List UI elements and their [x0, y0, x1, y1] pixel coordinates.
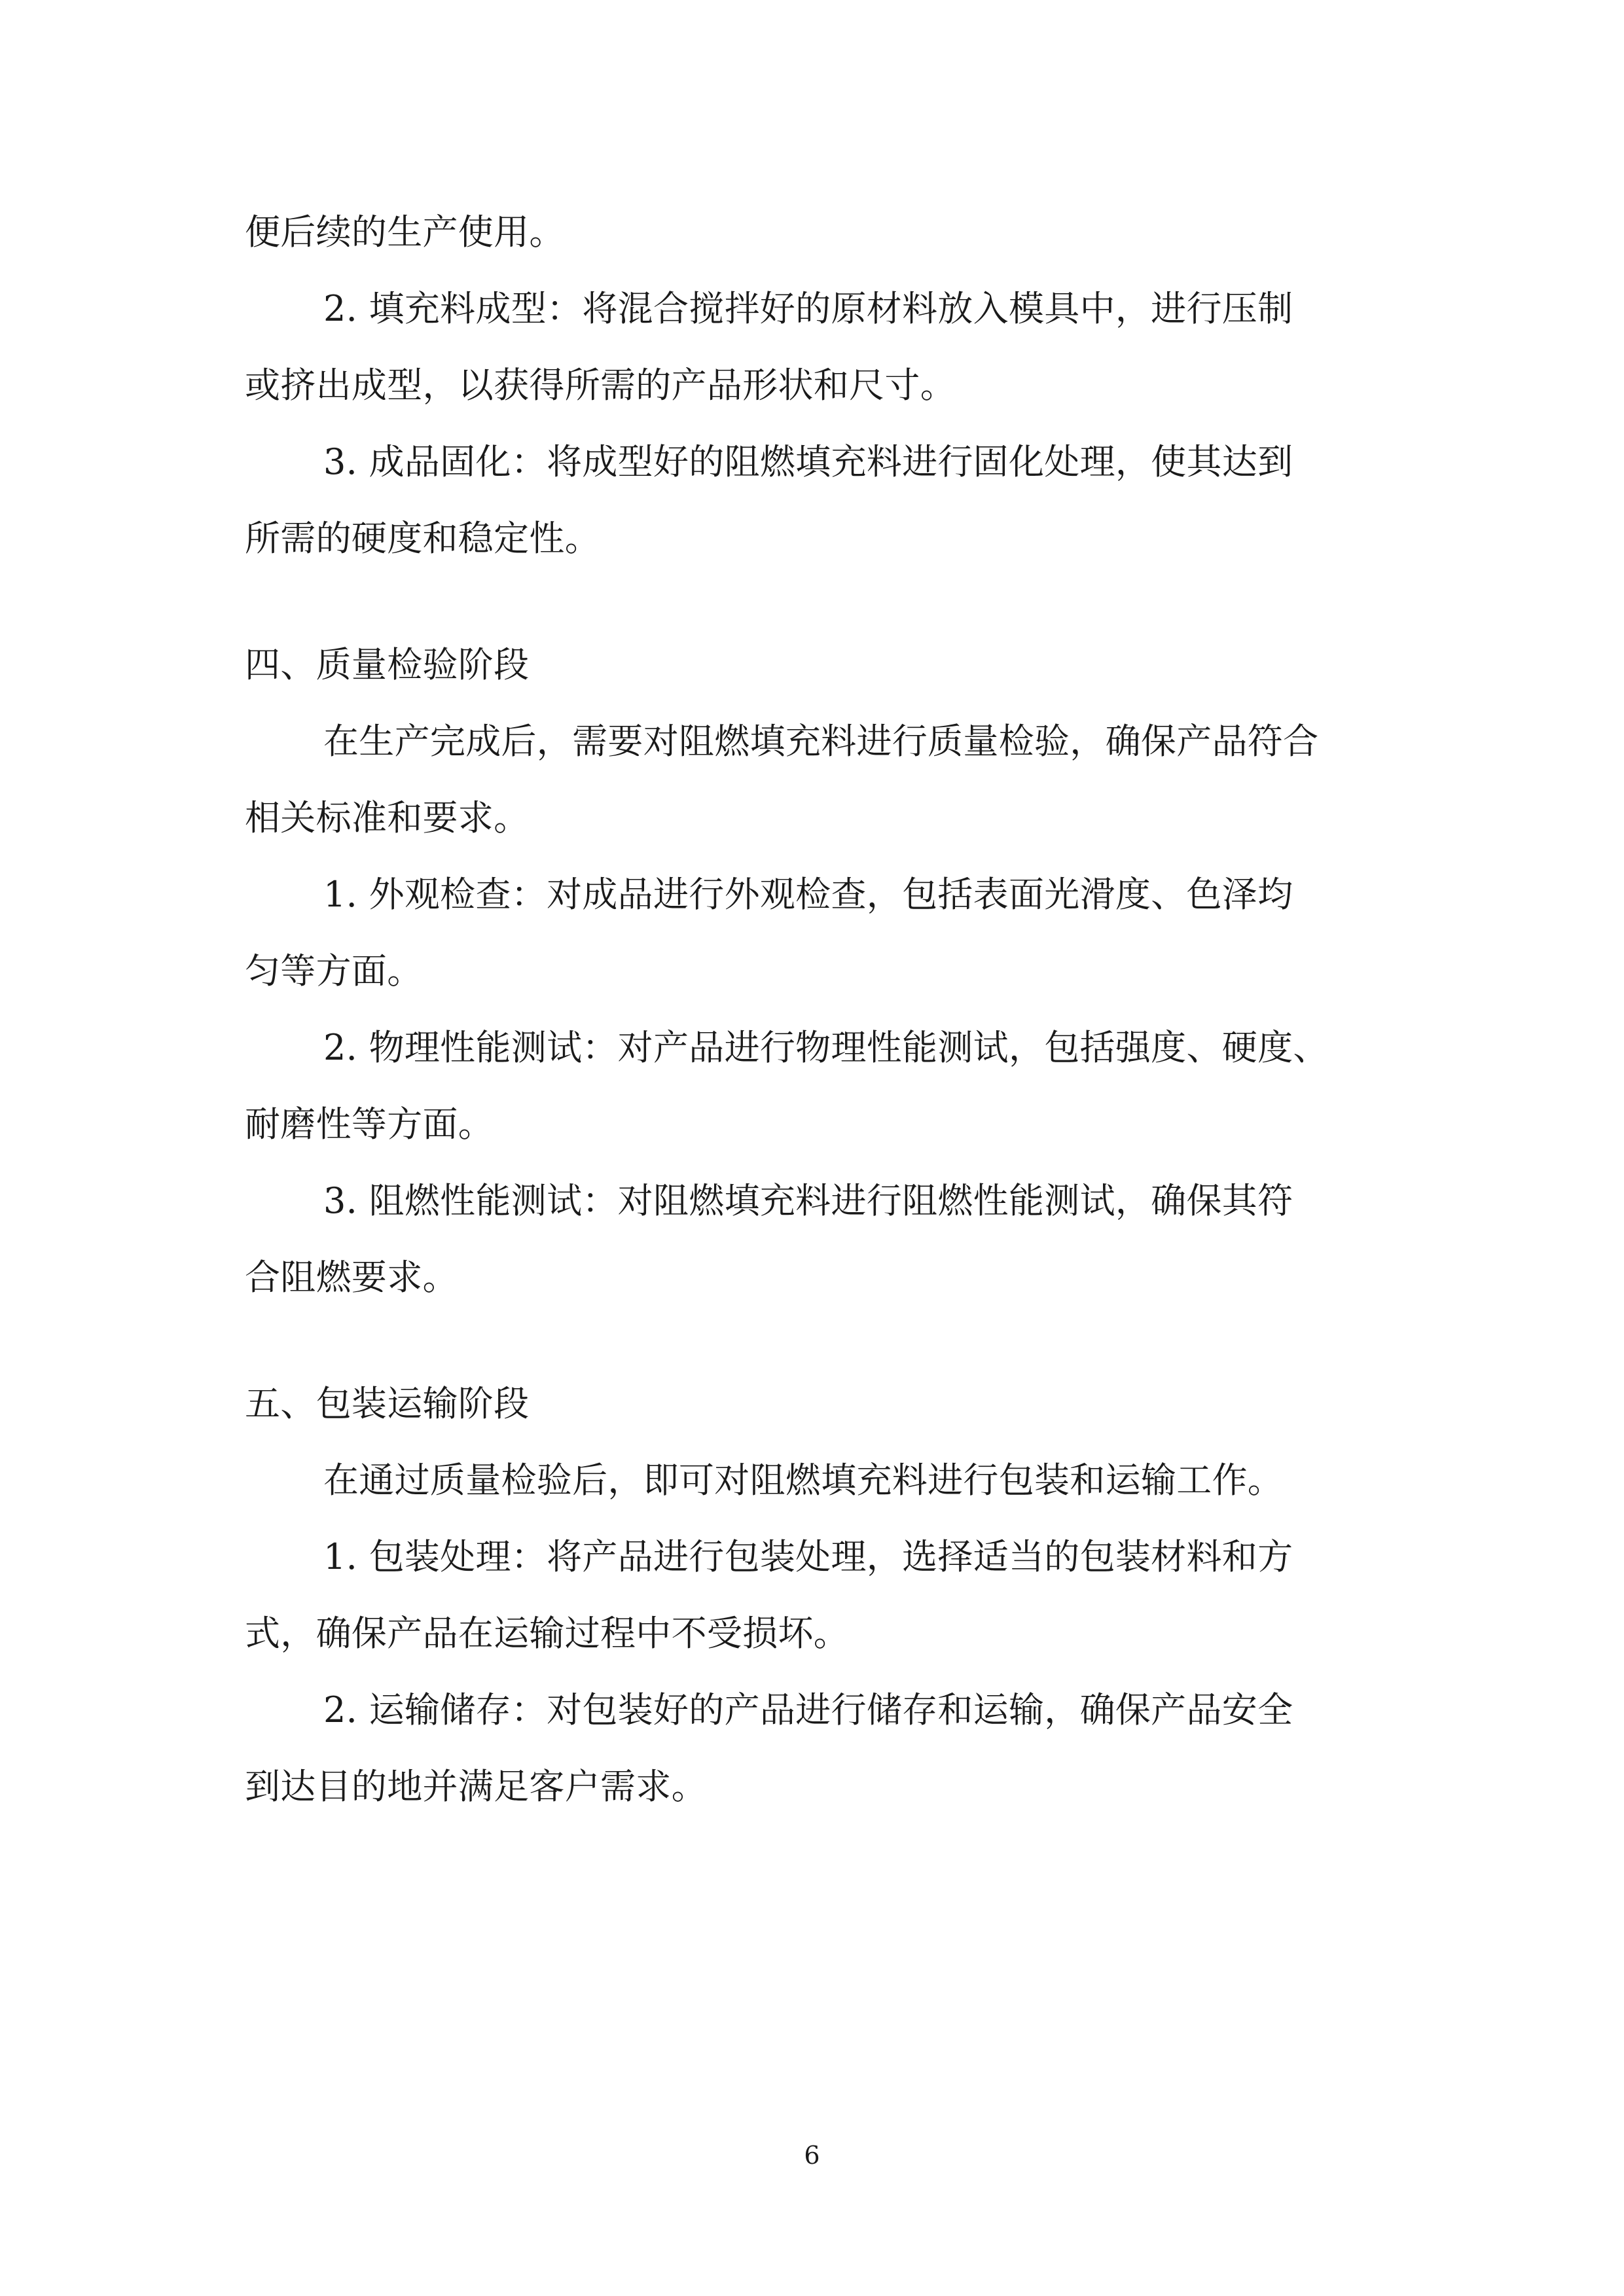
- list-item-text-line: 1. 包装处理：将产品进行包装处理，选择适当的包装材料和方: [323, 1536, 1293, 1577]
- page-number: 6: [804, 2141, 820, 2170]
- section-heading: 四、质量检验阶段: [245, 644, 530, 685]
- list-item-text-line: 1. 外观检查：对成品进行外观检查，包括表面光滑度、色泽均: [323, 874, 1293, 915]
- text-line: 耐磨性等方面。: [245, 1103, 494, 1145]
- section-heading: 五、包装运输阶段: [245, 1383, 530, 1424]
- list-item-text-line: 3. 成品固化：将成型好的阻燃填充料进行固化处理，使其达到: [323, 441, 1293, 482]
- text-line: 合阻燃要求。: [245, 1257, 458, 1298]
- text-line: 或挤出成型，以获得所需的产品形状和尺寸。: [245, 365, 956, 406]
- section-gap: [245, 577, 1379, 626]
- text-line: 匀等方面。: [245, 950, 423, 992]
- text-line: 到达目的地并满足客户需求。: [245, 1766, 707, 1807]
- text-line: 式，确保产品在运输过程中不受损坏。: [245, 1613, 850, 1654]
- list-item-text-line: 2. 运输储存：对包装好的产品进行储存和运输，确保产品安全: [323, 1689, 1293, 1731]
- text-line: 所需的硬度和稳定性。: [245, 518, 600, 559]
- paragraph-text-line: 在生产完成后，需要对阻燃填充料进行质量检验，确保产品符合: [323, 721, 1319, 762]
- section-gap: [245, 1316, 1379, 1365]
- list-item-text-line: 3. 阻燃性能测试：对阻燃填充料进行阻燃性能测试，确保其符: [323, 1180, 1293, 1221]
- text-line: 便后续的生产使用。: [245, 211, 565, 253]
- page-content: [245, 194, 1379, 1825]
- list-item-text-line: 2. 填充料成型：将混合搅拌好的原材料放入模具中，进行压制: [323, 288, 1293, 329]
- paragraph-text-line: 在通过质量检验后，即可对阻燃填充料进行包装和运输工作。: [323, 1460, 1284, 1501]
- text-line: 相关标准和要求。: [245, 797, 530, 838]
- list-item-text-line: 2. 物理性能测试：对产品进行物理性能测试，包括强度、硬度、: [323, 1027, 1329, 1068]
